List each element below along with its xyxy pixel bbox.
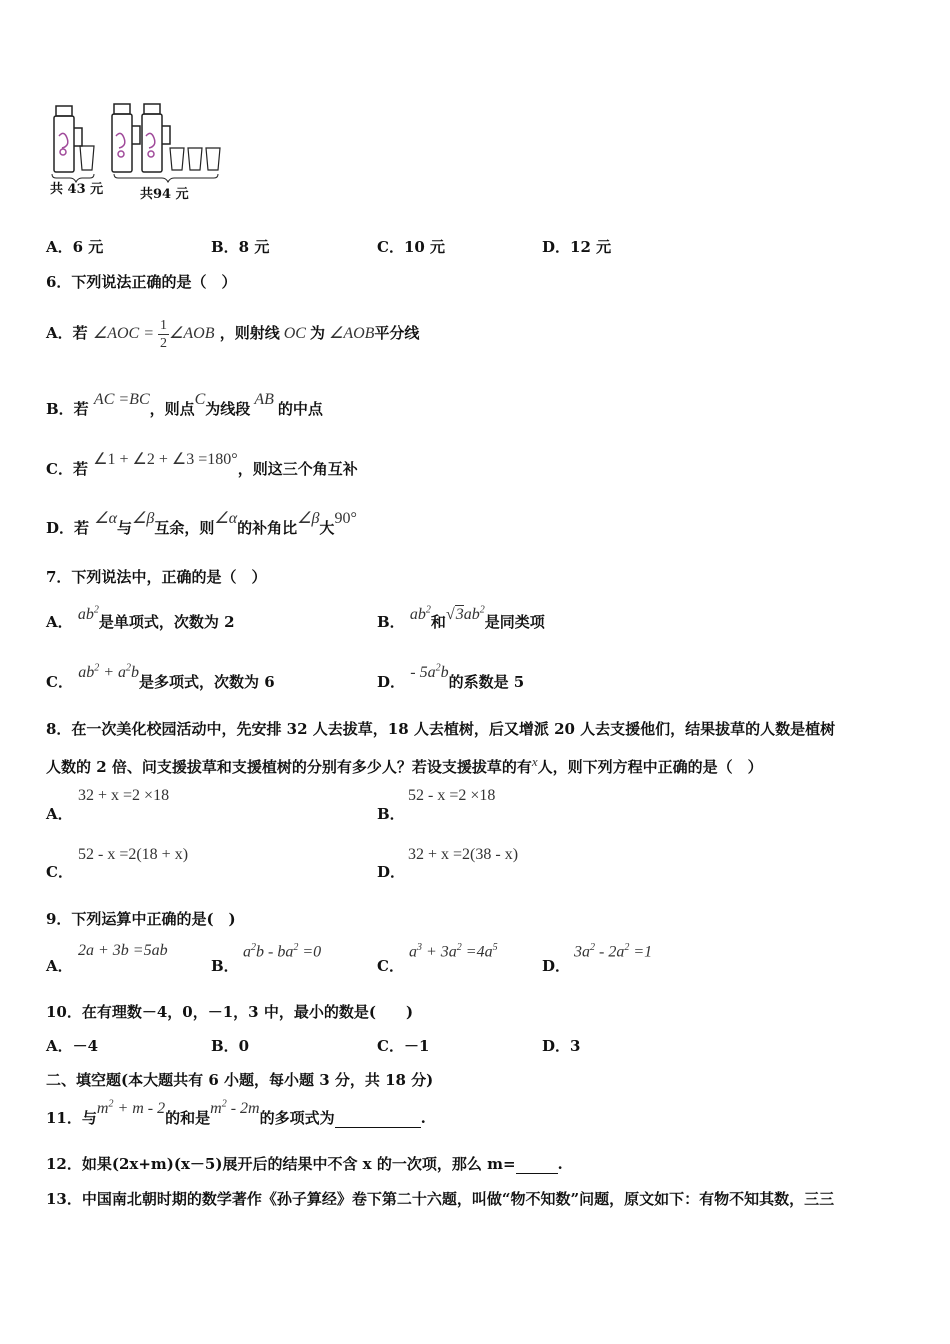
q7-d-label: D． xyxy=(377,673,406,691)
q7-d-math: - $5a^2b$ xyxy=(410,662,449,681)
q6-c-prefix: C．若 xyxy=(46,460,88,478)
q8-x: x xyxy=(531,754,538,769)
q7-b-text: 是同类项 xyxy=(484,613,545,631)
q5-option-a[interactable]: A．6 元 xyxy=(46,238,104,256)
q7-option-c[interactable] xyxy=(46,662,275,692)
q6-b-prefix: B．若 xyxy=(46,400,89,418)
q9-d-label: D． xyxy=(542,957,571,975)
q6-b-math: AC =BC xyxy=(93,391,150,408)
q7-b-label: B． xyxy=(377,613,405,631)
q8-b-label: B． xyxy=(377,805,405,823)
q7-b-math1: $ab^2$ xyxy=(409,604,431,623)
q5-option-c[interactable]: C．10 元 xyxy=(377,238,446,256)
q6-a-mid: ，则射线 xyxy=(219,324,280,342)
q8-option-c[interactable] xyxy=(46,861,73,882)
q9-option-b[interactable] xyxy=(211,955,239,976)
q7-option-d[interactable] xyxy=(377,662,525,692)
q9-c-label: C． xyxy=(377,957,404,975)
q6-d-mid3: 的补角比 xyxy=(237,519,298,537)
q10-stem: 10．在有理数－4，0，－1，3 中，最小的数是( ) xyxy=(46,1003,414,1021)
q6-d-mid: 与 xyxy=(117,519,133,537)
q6-a-aob: ∠AOB xyxy=(324,325,375,342)
q11-end: . xyxy=(420,1109,426,1127)
q8-c-math: 52 - x =2(18 + x) xyxy=(78,846,189,863)
q11-suffix: 的多项式为 xyxy=(259,1109,335,1127)
q9-c-math: $a^3 + 3a^2 =4a^5$ xyxy=(409,942,498,961)
q9-b-label: B． xyxy=(211,957,239,975)
q6-c-suffix: ，则这三个角互补 xyxy=(237,460,358,478)
q11-prefix: 11．与 xyxy=(46,1109,97,1127)
q6-c-math: ∠1 + ∠2 + ∠3 =180° xyxy=(93,451,238,468)
thermos-mid2 xyxy=(142,104,170,172)
q6-d-beta: ∠β xyxy=(132,510,155,527)
q6-d-mid2: 互余，则 xyxy=(154,519,215,537)
q6-option-d[interactable] xyxy=(46,510,357,538)
q11-answer-blank[interactable] xyxy=(335,1109,421,1128)
thermos-left xyxy=(54,106,82,172)
q8-option-b[interactable] xyxy=(377,803,405,824)
q7-a-label: A． xyxy=(46,613,73,631)
q6-stem: 6．下列说法正确的是（ ） xyxy=(46,273,237,291)
q13-text: 13．中国南北朝时期的数学著作《孙子算经》卷下第二十六题，叫做“物不知数”问题，原文如下：有物不知其数，三三 xyxy=(46,1190,835,1208)
q8-a-math: 32 + x =2 ×18 xyxy=(78,787,170,804)
q6-b-mid: ，则点 xyxy=(149,400,195,418)
q6-d-beta2: ∠β xyxy=(297,510,320,527)
q6-b-c: C xyxy=(194,391,206,408)
q9-a-math: 2a + 3b =5ab xyxy=(78,942,168,959)
q6-option-c[interactable] xyxy=(46,451,358,479)
section-2-heading: 二、填空题(本大题共有 6 小题，每小题 3 分，共 18 分) xyxy=(46,1071,434,1089)
q8-d-label: D． xyxy=(377,863,406,881)
thermos-mid1 xyxy=(112,104,140,172)
q8-line2a: 人数的 2 倍、问支援拔草和支援植树的分别有多少人？若设支援拔草的有 xyxy=(46,758,532,776)
q7-c-text: 是多项式，次数为 6 xyxy=(138,673,275,691)
q8-line2 xyxy=(46,756,763,777)
q6-a-mid2: 为 xyxy=(309,324,325,342)
q6-b-mid2: 为线段 xyxy=(205,400,251,418)
q6-a-math: ∠AOC = $\frac{1}{2}$ ∠AOB xyxy=(92,317,215,351)
q8-c-label: C． xyxy=(46,863,73,881)
q12 xyxy=(46,1153,563,1174)
q6-d-prefix: D．若 xyxy=(46,519,90,537)
q8-line1: 8．在一次美化校园活动中，先安排 32 人去拔草，18 人去植树，后又增派 20 人去支援他们，结果拔草的人数是植树 xyxy=(46,720,836,738)
q8-line2b: 人，则下列方程中正确的是（ ） xyxy=(537,758,763,776)
q6-b-ab: AB xyxy=(250,391,278,408)
q12-end: . xyxy=(557,1155,563,1173)
q6-b-suffix: 的中点 xyxy=(277,400,323,418)
q8-d-math: 32 + x =2(38 - x) xyxy=(408,846,519,863)
q7-b-mid: 和 xyxy=(430,613,446,631)
q7-stem: 7．下列说法中，正确的是（ ） xyxy=(46,568,267,586)
q7-c-math: $ab^2 + a^2b$ xyxy=(78,662,139,681)
q6-a-prefix: A．若 xyxy=(46,324,88,342)
q7-a-math: $ab^2$ xyxy=(77,604,99,623)
q8-a-label: A． xyxy=(46,805,73,823)
q7-option-b[interactable] xyxy=(377,604,545,632)
q8-option-d[interactable] xyxy=(377,861,405,882)
q9-d-math: $3a^2 - 2a^2 =1$ xyxy=(574,942,653,961)
q8-option-a[interactable] xyxy=(46,803,73,824)
q9-b-math: $a^2b - ba^2 =0$ xyxy=(243,942,322,961)
q10-option-d[interactable]: D．3 xyxy=(542,1037,581,1055)
q9-option-a[interactable] xyxy=(46,955,73,976)
q6-d-ninety: 90° xyxy=(334,510,357,527)
q11-mid: 的和是 xyxy=(165,1109,211,1127)
cup-left xyxy=(80,146,94,170)
q6-d-alpha2: ∠α xyxy=(214,510,238,527)
q9-a-label: A． xyxy=(46,957,73,975)
q6-a-oc: OC xyxy=(279,325,310,342)
q10-option-c[interactable]: C．－1 xyxy=(377,1037,430,1055)
q8-b-math: 52 - x =2 ×18 xyxy=(408,787,496,804)
q6-option-b[interactable] xyxy=(46,391,323,419)
figure-label-right: 共94 元 xyxy=(140,187,189,202)
q7-d-text: 的系数是 5 xyxy=(448,673,525,691)
q7-c-label: C． xyxy=(46,673,73,691)
q11-math1: $m^2 + m - 2$ xyxy=(96,1098,166,1117)
q7-a-text: 是单项式，次数为 2 xyxy=(98,613,235,631)
q5-option-b[interactable]: B．8 元 xyxy=(211,238,270,256)
q9-stem: 9．下列运算中正确的是( ) xyxy=(46,910,236,928)
q11 xyxy=(46,1098,426,1128)
cups-right xyxy=(170,148,220,170)
q9-option-c[interactable] xyxy=(377,955,404,976)
q10-option-a[interactable]: A．－4 xyxy=(46,1037,99,1055)
q6-option-a[interactable] xyxy=(46,313,419,354)
q9-option-d[interactable] xyxy=(542,955,570,976)
q7-option-a[interactable] xyxy=(46,604,235,632)
q6-d-suffix: 大 xyxy=(319,519,335,537)
q6-a-suffix: 平分线 xyxy=(374,324,420,342)
q12-answer-blank[interactable] xyxy=(516,1155,558,1174)
q12-text: 12．如果(2x+m)(x－5)展开后的结果中不含 x 的一次项，那么 m= xyxy=(46,1155,516,1173)
q10-option-b[interactable]: B．0 xyxy=(211,1037,250,1055)
q11-math2: $m^2 - 2m$ xyxy=(210,1098,260,1117)
figure-label-left: 共 43 元 xyxy=(50,182,104,197)
q7-b-math2: $√3ab^2$ xyxy=(445,604,485,623)
q6-d-alpha: ∠α xyxy=(94,510,117,527)
q5-option-d[interactable]: D．12 元 xyxy=(542,238,612,256)
